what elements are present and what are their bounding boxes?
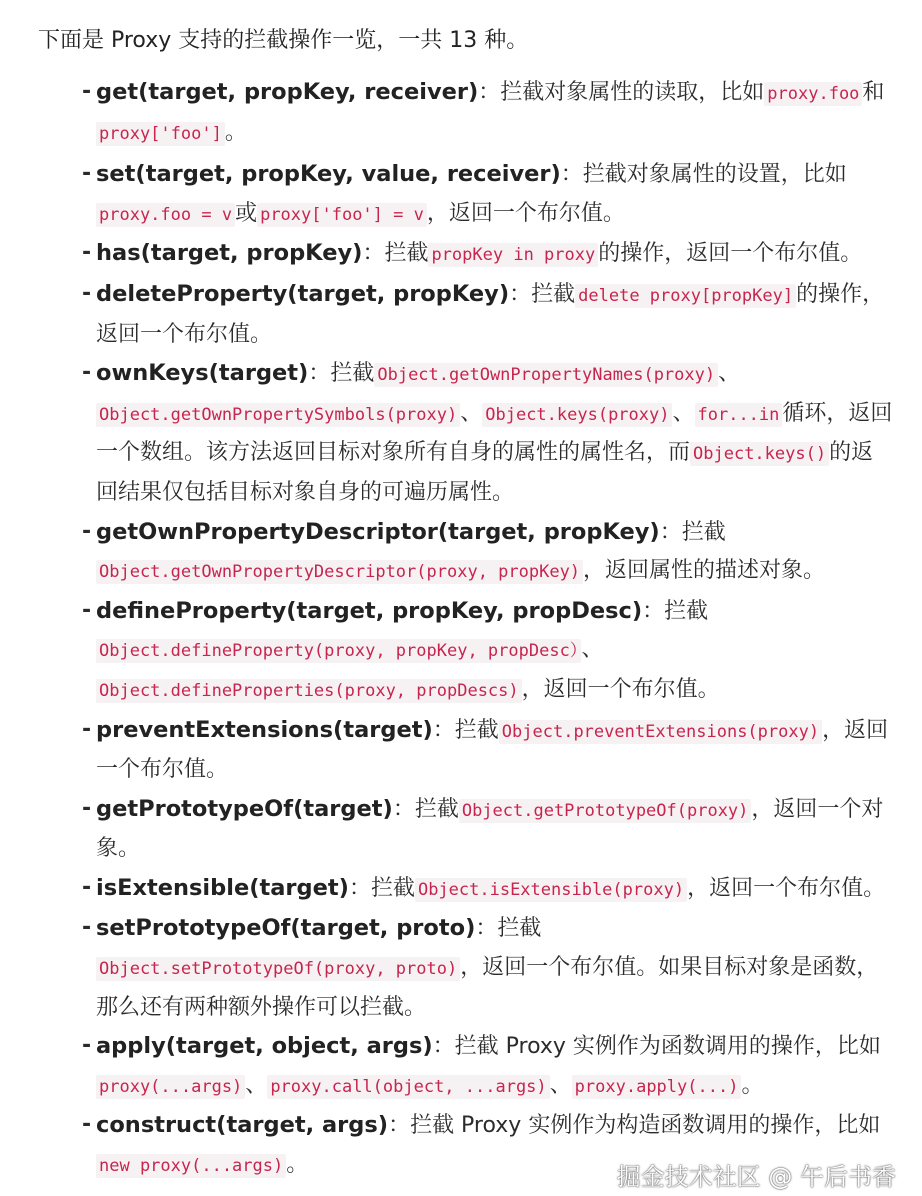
inline-code: Object.getPrototypeOf(proxy) <box>459 799 752 823</box>
inline-code: proxy['foo'] = v <box>257 203 427 227</box>
description-text: 、 <box>581 637 604 663</box>
description-text: 、 <box>245 1072 268 1098</box>
list-item <box>82 513 894 592</box>
list-marker: - <box>82 597 92 623</box>
list-marker: - <box>82 360 92 386</box>
description-text: ：拦截 <box>308 361 375 387</box>
inline-code: Object.keys() <box>690 442 829 466</box>
description-text: 、 <box>718 361 741 387</box>
inline-code: proxy(...args) <box>96 1075 245 1099</box>
list-item <box>82 790 894 869</box>
description-text: ：拦截 Proxy 实例作为函数调用的操作，比如 <box>432 1034 881 1060</box>
inline-code: Object.defineProperties(proxy, propDescs) <box>96 679 522 703</box>
method-signature: getOwnPropertyDescriptor(target, propKey) <box>96 518 660 545</box>
description-text: ，返回一个对象。 <box>96 796 884 862</box>
list-marker: - <box>82 161 92 187</box>
inline-code: propKey in proxy <box>428 243 598 267</box>
description-text: 。 <box>741 1072 764 1098</box>
proxy-trap-list <box>82 73 894 1186</box>
description-text: 。 <box>224 119 247 145</box>
description-text: ：拦截对象属性的设置，比如 <box>560 162 847 188</box>
description-text: ：拦截 <box>642 598 709 624</box>
description-text: ：拦截 <box>348 875 415 901</box>
inline-code: proxy.foo <box>764 82 862 106</box>
method-signature: isExtensible(target) <box>96 874 349 901</box>
inline-code: proxy['foo'] <box>96 122 225 146</box>
description-text: ：拦截 <box>392 796 459 822</box>
description-text: 的操作，返回一个布尔值。 <box>598 241 863 267</box>
list-marker: - <box>82 240 92 266</box>
list-item <box>82 73 894 153</box>
method-signature: getPrototypeOf(target) <box>96 795 393 822</box>
description-text: ：拦截 Proxy 实例作为构造函数调用的操作，比如 <box>388 1113 881 1139</box>
list-item <box>82 909 894 1027</box>
method-signature: has(target, propKey) <box>96 240 363 267</box>
description-text: ，返回一个布尔值。 <box>426 200 625 226</box>
list-item <box>82 1027 894 1106</box>
description-text: ，返回属性的描述对象。 <box>583 558 826 584</box>
method-signature: defineProperty(target, propKey, propDesc) <box>96 597 643 624</box>
list-marker: - <box>82 280 92 306</box>
description-text: ：拦截 <box>509 281 576 307</box>
list-marker: - <box>82 79 92 104</box>
list-item <box>82 711 894 790</box>
inline-code: Object.isExtensible(proxy) <box>415 878 687 902</box>
description-text: 、 <box>549 1072 572 1098</box>
description-text: ，返回一个布尔值。如果目标对象是函数，那么还有两种额外操作可以拦截。 <box>96 955 879 1020</box>
inline-code: Object.getOwnPropertyDescriptor(proxy, propKey) <box>96 560 583 584</box>
list-marker: - <box>82 1033 92 1059</box>
list-item <box>82 354 894 512</box>
inline-code: Object.keys(proxy) <box>482 403 672 427</box>
description-text: 、 <box>460 400 483 426</box>
description-text: 的操作，返回一个布尔值。 <box>96 281 885 347</box>
method-signature: apply(target, object, args) <box>96 1033 433 1060</box>
method-signature: set(target, propKey, value, receiver) <box>96 161 561 188</box>
description-text: ，返回一个布尔值。 <box>521 676 720 702</box>
description-text: ：拦截对象属性的读取，比如 <box>478 80 765 105</box>
method-signature: preventExtensions(target) <box>96 716 433 743</box>
list-item <box>82 275 894 354</box>
list-marker: - <box>82 716 92 742</box>
inline-code: Object.getOwnPropertySymbols(proxy) <box>96 403 460 427</box>
list-marker: - <box>82 795 92 821</box>
description-text: ，返回一个布尔值。 <box>96 717 889 783</box>
inline-code: Object.preventExtensions(proxy) <box>499 720 822 744</box>
inline-code: proxy.call(object, ...args) <box>267 1075 549 1099</box>
method-signature: setPrototypeOf(target, proto) <box>96 915 476 942</box>
list-item <box>82 592 894 711</box>
description-text: 循环，返回一个数组。该方法返回目标对象所有自身的属性的属性名，而 <box>96 400 893 466</box>
list-marker: - <box>82 915 92 941</box>
inline-code: proxy.foo = v <box>96 203 235 227</box>
inline-code: Object.defineProperty(proxy, propKey, propDesc） <box>96 639 581 663</box>
description-text: 的返回结果仅包括目标对象自身的可遍历属性。 <box>96 440 874 505</box>
description-text: 和 <box>862 80 885 105</box>
description-text: 。 <box>286 1152 309 1178</box>
inline-code: Object.setPrototypeOf(proxy, proto) <box>96 957 460 981</box>
description-text: 或 <box>235 200 258 226</box>
intro-paragraph: 下面是 Proxy 支持的拦截操作一览，一共 13 种。 <box>38 28 529 53</box>
inline-code: new proxy(...args) <box>96 1154 286 1178</box>
inline-code: for...in <box>695 403 783 427</box>
list-item <box>82 869 894 910</box>
inline-code: Object.getOwnPropertyNames(proxy) <box>374 363 718 387</box>
list-item <box>82 155 894 234</box>
method-signature: get(target, propKey, receiver) <box>96 79 479 105</box>
list-marker: - <box>82 518 92 544</box>
inline-code: delete proxy[propKey] <box>575 284 796 308</box>
method-signature: deleteProperty(target, propKey) <box>96 280 510 307</box>
description-text: ：拦截 <box>475 916 542 942</box>
description-text: ：拦截 <box>362 241 429 267</box>
description-text: ，返回一个布尔值。 <box>687 875 886 901</box>
list-marker: - <box>82 1112 92 1138</box>
inline-code: proxy.apply(...) <box>572 1075 742 1099</box>
description-text: 、 <box>672 400 695 426</box>
description-text: ：拦截 <box>432 717 499 743</box>
list-item <box>82 234 894 275</box>
method-signature: ownKeys(target) <box>96 360 309 387</box>
description-text: ：拦截 <box>659 519 726 545</box>
list-marker: - <box>82 874 92 900</box>
method-signature: construct(target, args) <box>96 1112 389 1139</box>
watermark: 掘金技术社区 @ 午后书香 <box>616 1163 896 1191</box>
